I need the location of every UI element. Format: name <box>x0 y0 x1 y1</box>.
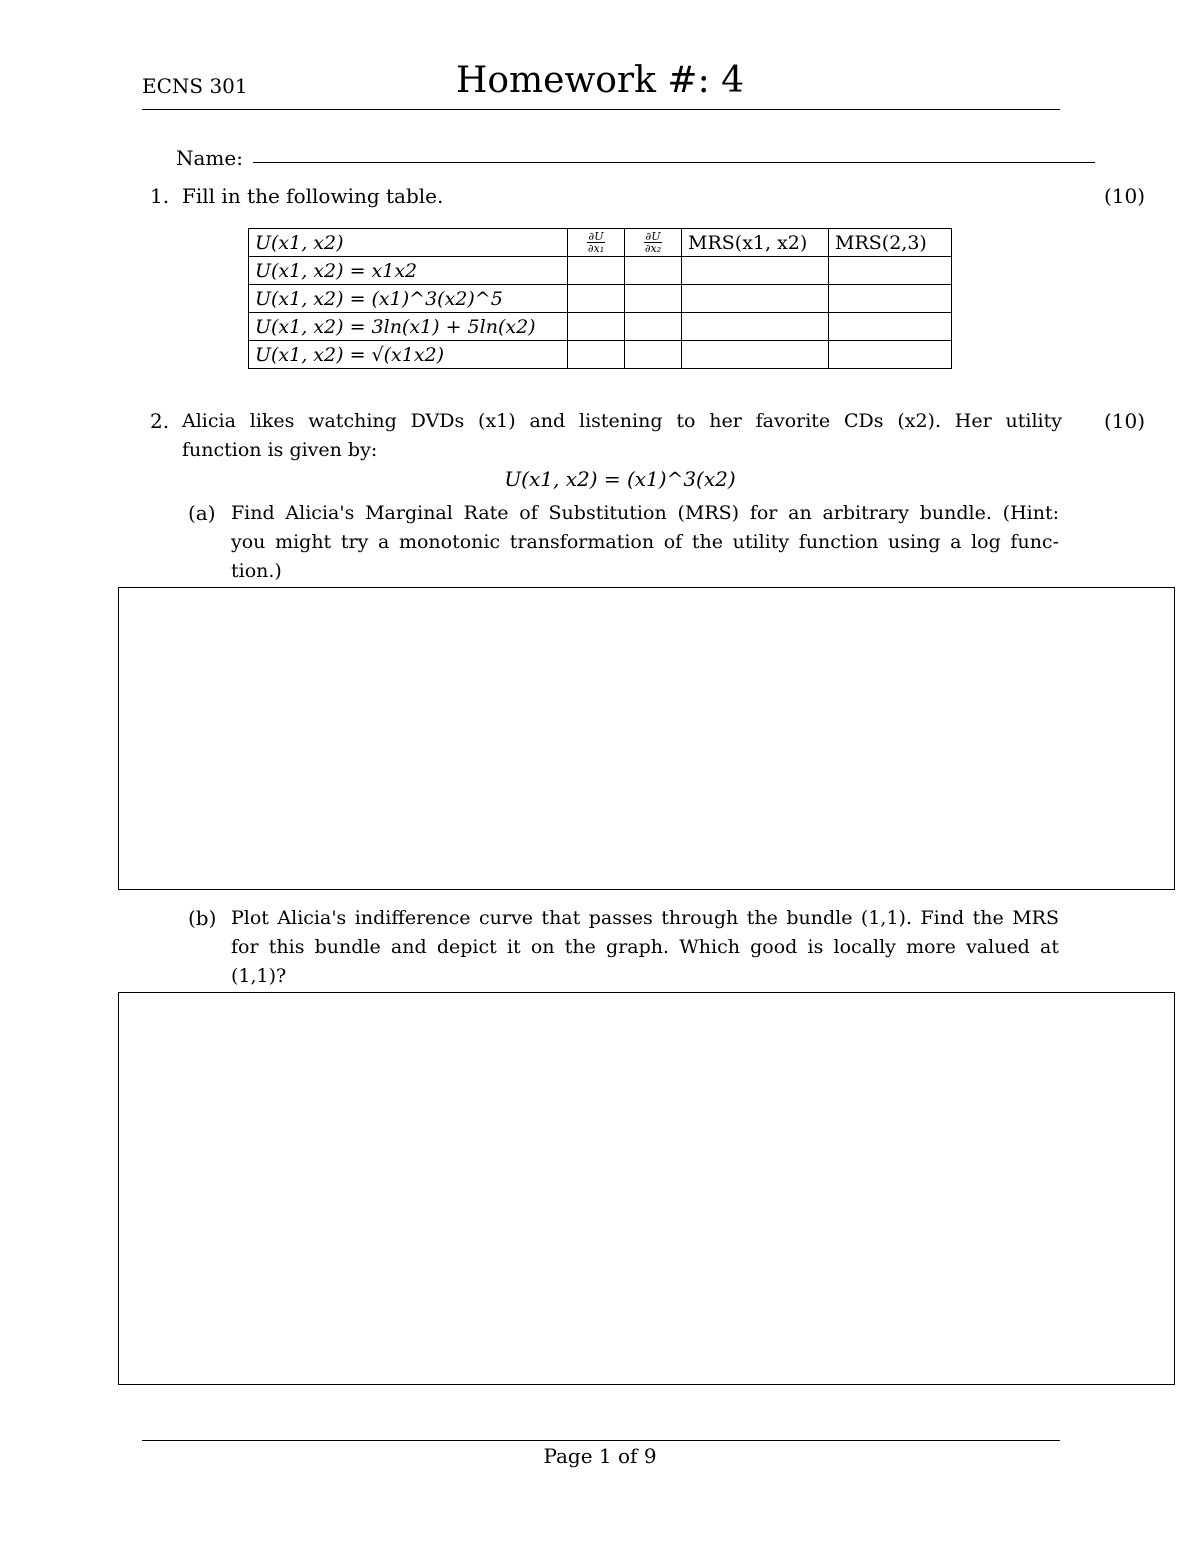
name-label: Name: <box>176 146 243 170</box>
answer-cell[interactable] <box>682 341 829 369</box>
header-mrs: MRS(x1, x2) <box>682 229 829 257</box>
table-row <box>249 313 952 341</box>
answer-cell[interactable] <box>568 341 625 369</box>
utility-equation: U(x1, x2) = (x1)^3(x2) <box>504 467 736 491</box>
answer-box-b[interactable] <box>118 992 1175 1385</box>
header-dudx1 <box>568 229 625 257</box>
row-utility-3: U(x1, x2) = 3ln(x1) + 5ln(x2) <box>249 313 568 341</box>
question-2-points: (10) <box>1104 409 1146 433</box>
answer-cell[interactable] <box>682 313 829 341</box>
name-field-line[interactable] <box>253 162 1095 163</box>
answer-cell[interactable] <box>625 257 682 285</box>
part-b-label: (b) <box>188 906 217 930</box>
question-1-number: 1. <box>150 184 170 208</box>
answer-cell[interactable] <box>568 285 625 313</box>
part-a-line-3: tion.) <box>231 560 282 582</box>
header-utility: U(x1, x2) <box>249 229 568 257</box>
table-row <box>249 257 952 285</box>
table-header-row <box>249 229 952 257</box>
answer-cell[interactable] <box>829 285 952 313</box>
header-rule <box>142 109 1060 110</box>
part-b-line-1: Plot Alicia's indifference curve that passes through the bundle (1,1). Find the MRS <box>231 907 1059 929</box>
page-number: Page 1 of 9 <box>543 1444 657 1468</box>
table-row <box>249 341 952 369</box>
question-2-line-2: function is given by: <box>182 439 378 461</box>
question-1-text: Fill in the following table. <box>182 184 444 208</box>
part-b-line-2: for this bundle and depict it on the graph. Which good is locally more valued at <box>231 936 1059 958</box>
answer-cell[interactable] <box>682 257 829 285</box>
row-utility-4: U(x1, x2) = √(x1x2) <box>249 341 568 369</box>
page-title: Homework #: 4 <box>455 60 745 101</box>
answer-cell[interactable] <box>625 285 682 313</box>
answer-cell[interactable] <box>568 313 625 341</box>
answer-box-a[interactable] <box>118 587 1175 890</box>
answer-cell[interactable] <box>829 313 952 341</box>
question-2-number: 2. <box>150 409 170 433</box>
answer-cell[interactable] <box>625 341 682 369</box>
table-row <box>249 285 952 313</box>
question-1-points: (10) <box>1104 184 1146 208</box>
part-b-line-3: (1,1)? <box>231 965 287 987</box>
course-code: ECNS 301 <box>142 74 248 98</box>
answer-cell[interactable] <box>829 257 952 285</box>
fraction-dudx1: $\frac{\partial U}{\text{∂x₁}}$ <box>587 230 605 256</box>
fraction-dudx2: $\frac{\partial U}{\text{∂x₂}}$ <box>644 230 662 256</box>
answer-cell[interactable] <box>682 285 829 313</box>
header-dudx2 <box>625 229 682 257</box>
row-utility-2: U(x1, x2) = (x1)^3(x2)^5 <box>249 285 568 313</box>
question-2-line-1: Alicia likes watching DVDs (x1) and listening to her favorite CDs (x2). Her utility <box>182 410 1062 432</box>
row-utility-1: U(x1, x2) = x1x2 <box>249 257 568 285</box>
header-mrs-23: MRS(2,3) <box>829 229 952 257</box>
part-a-line-2: you might try a monotonic transformation of the utility function using a log func- <box>231 531 1059 553</box>
answer-cell[interactable] <box>625 313 682 341</box>
answer-cell[interactable] <box>568 257 625 285</box>
footer-rule <box>142 1440 1060 1441</box>
part-a-line-1: Find Alicia's Marginal Rate of Substitution (MRS) for an arbitrary bundle. (Hint: <box>231 502 1059 524</box>
answer-cell[interactable] <box>829 341 952 369</box>
part-a-label: (a) <box>188 501 216 525</box>
utility-table <box>248 228 952 369</box>
